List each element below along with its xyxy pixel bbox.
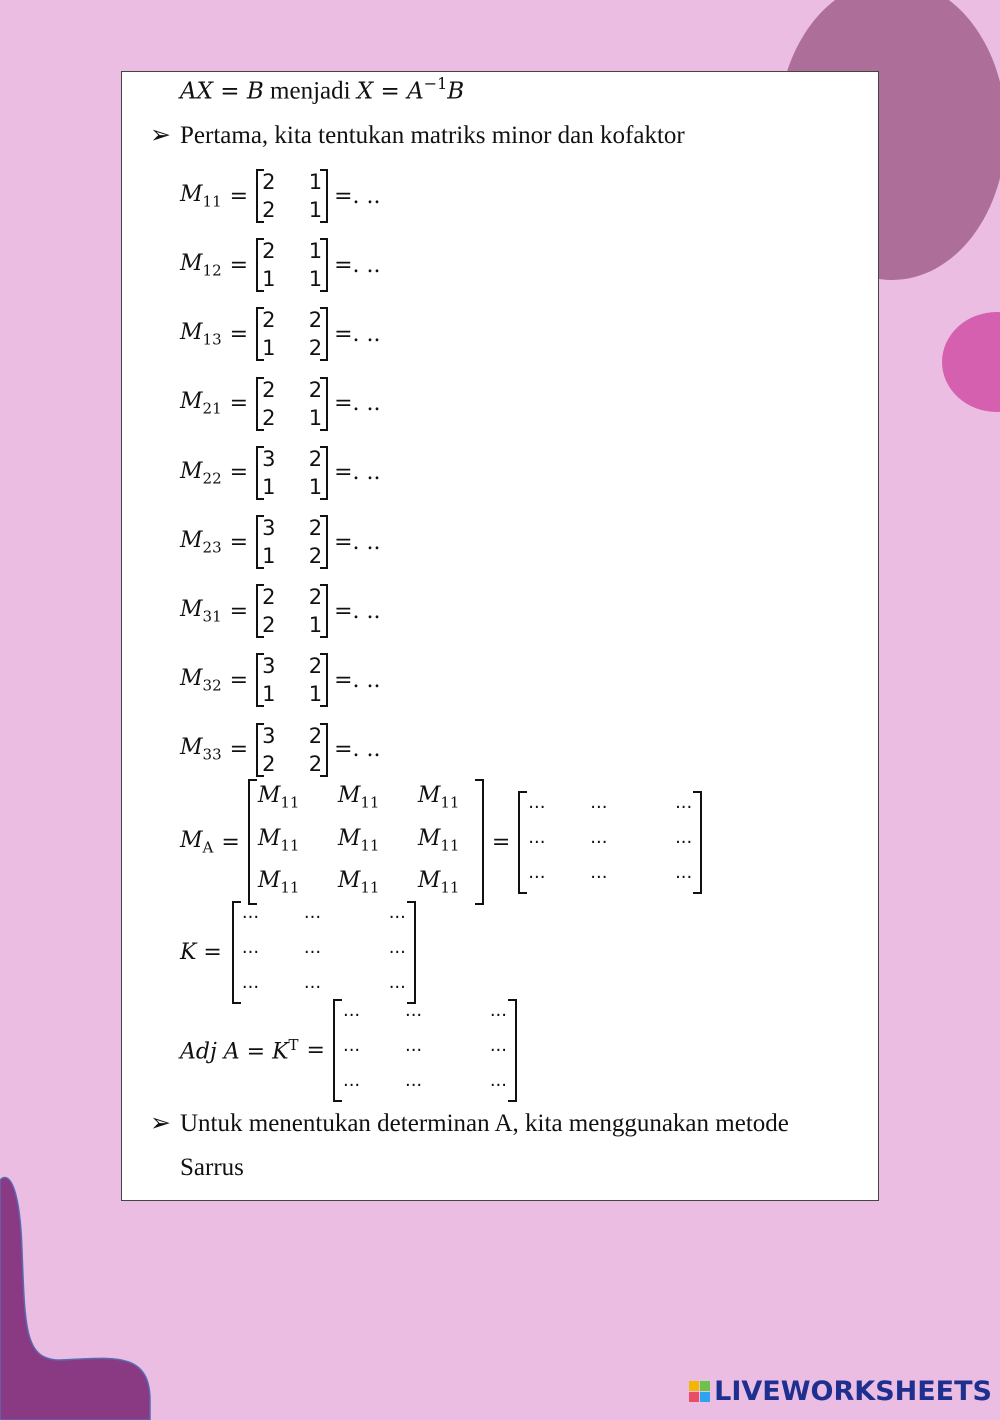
minor-matrix-cell: $M_{11}$ bbox=[417, 783, 460, 812]
answer-blank[interactable]: =. .. bbox=[334, 737, 381, 763]
minor-matrix-cell: $M_{11}$ bbox=[257, 868, 300, 897]
adjoint-matrix-blank[interactable]: ··· ··· ··· ··· ··· ··· ··· ··· ··· bbox=[333, 996, 517, 1105]
bullet-minor-cofactor: ➢ Pertama, kita tentukan matriks minor dan kofaktor bbox=[150, 122, 685, 149]
minor-row-21: $M_{21}$ = 2 2 2 1 =. .. bbox=[180, 372, 380, 436]
answer-blank[interactable]: =. .. bbox=[334, 183, 381, 209]
minor-row-32: $M_{32}$ = 3 2 1 1 =. .. bbox=[180, 648, 380, 712]
minor-label: $M_{32}$ bbox=[180, 666, 222, 695]
adjoint-matrix-row: Adj $A = K^T$ = ··· ··· ··· ··· ··· ··· ··· ··· ··· bbox=[180, 1002, 517, 1098]
minor-matrix-cell: $M_{11}$ bbox=[417, 825, 460, 855]
cofactor-matrix-blank[interactable]: ··· ··· ··· ··· ··· ··· ··· ··· ··· bbox=[232, 898, 416, 1007]
minor-label: $M_{22}$ bbox=[180, 458, 222, 487]
minor-matrix-cell: $M_{11}$ bbox=[257, 783, 300, 812]
minor-label: $M_{13}$ bbox=[180, 320, 222, 349]
answer-blank[interactable]: =. .. bbox=[334, 598, 381, 624]
worksheet-page bbox=[121, 71, 879, 1201]
minor-2x2-matrix: 3 2 1 1 bbox=[256, 650, 328, 710]
minor-label: $M_{23}$ bbox=[180, 527, 222, 557]
minor-matrix bbox=[248, 776, 484, 907]
minor-row-33: $M_{33}$ = 3 2 2 2 =. .. bbox=[180, 718, 380, 782]
intro-equation: AX = B menjadi $X = A^{-1}B$ bbox=[180, 74, 465, 105]
liveworksheets-logo: LIVEWORKSHEETS bbox=[689, 1376, 992, 1407]
decor-blob bbox=[0, 1170, 160, 1420]
minor-matrix-cell: $M_{11}$ bbox=[337, 783, 380, 812]
arrow-bullet-icon: ➢ bbox=[150, 1110, 171, 1137]
minor-matrix-cell: $M_{11}$ bbox=[337, 868, 380, 897]
minor-row-31: $M_{31}$ = 2 2 2 1 =. .. bbox=[180, 579, 380, 643]
minor-label: $M_{12}$ bbox=[180, 250, 222, 280]
answer-blank[interactable]: =. .. bbox=[334, 321, 381, 347]
minor-2x2-matrix: 3 2 2 2 bbox=[256, 720, 328, 780]
arrow-bullet-icon: ➢ bbox=[150, 122, 171, 149]
bullet-determinant-cont: Sarrus bbox=[180, 1154, 244, 1181]
minor-2x2-matrix: 3 2 1 2 bbox=[256, 512, 328, 572]
minor-matrix-row: $M_A$ = $M_{11}$ $M_{11}$ $M_{11}$ $M_{11}$ $M_{11}$ $M_{11}$ $M_{11}$ $M_{11}$ $M_{11}$ = ··· ··· ··· ··· ··· ··· ··· ··· ··· bbox=[180, 794, 702, 890]
answer-blank[interactable]: =. .. bbox=[334, 529, 381, 555]
answer-blank[interactable]: =. .. bbox=[334, 460, 381, 486]
liveworksheets-mark-icon bbox=[689, 1381, 710, 1402]
minor-matrix-blank[interactable]: ··· ··· ··· ··· ··· ··· ··· ··· ··· bbox=[518, 788, 702, 897]
minor-2x2-matrix: 3 2 1 1 bbox=[256, 443, 328, 503]
minor-2x2-matrix: 2 1 2 1 bbox=[256, 166, 328, 226]
minor-label: $M_{21}$ bbox=[180, 389, 222, 418]
minor-label: $M_{11}$ bbox=[180, 181, 222, 211]
minor-2x2-matrix: 2 2 2 1 bbox=[256, 374, 328, 434]
cofactor-matrix-row: K = ··· ··· ··· ··· ··· ··· ··· ··· ··· bbox=[180, 904, 416, 1000]
minor-2x2-matrix: 2 2 2 1 bbox=[256, 581, 328, 641]
answer-blank[interactable]: =. .. bbox=[334, 667, 381, 693]
minor-row-13: $M_{13}$ = 2 2 1 2 =. .. bbox=[180, 302, 380, 366]
answer-blank[interactable]: =. .. bbox=[334, 391, 381, 417]
minor-label: $M_{31}$ bbox=[180, 596, 222, 626]
minor-matrix-cell: $M_{11}$ bbox=[257, 825, 300, 855]
minor-2x2-matrix: 2 1 1 1 bbox=[256, 235, 328, 295]
minor-matrix-cell: $M_{11}$ bbox=[337, 825, 380, 855]
minor-matrix-cell: $M_{11}$ bbox=[417, 868, 460, 897]
bullet-determinant: ➢ Untuk menentukan determinan A, kita menggunakan metode bbox=[150, 1110, 789, 1137]
minor-row-11: $M_{11}$ = 2 1 2 1 =. .. bbox=[180, 164, 380, 228]
answer-blank[interactable]: =. .. bbox=[334, 252, 381, 278]
minor-row-22: $M_{22}$ = 3 2 1 1 =. .. bbox=[180, 441, 380, 505]
minor-row-12: $M_{12}$ = 2 1 1 1 =. .. bbox=[180, 233, 380, 297]
minor-2x2-matrix: 2 2 1 2 bbox=[256, 304, 328, 364]
minor-label: $M_{33}$ bbox=[180, 735, 222, 764]
decor-circle-small bbox=[942, 312, 1000, 412]
minor-row-23: $M_{23}$ = 3 2 1 2 =. .. bbox=[180, 510, 380, 574]
